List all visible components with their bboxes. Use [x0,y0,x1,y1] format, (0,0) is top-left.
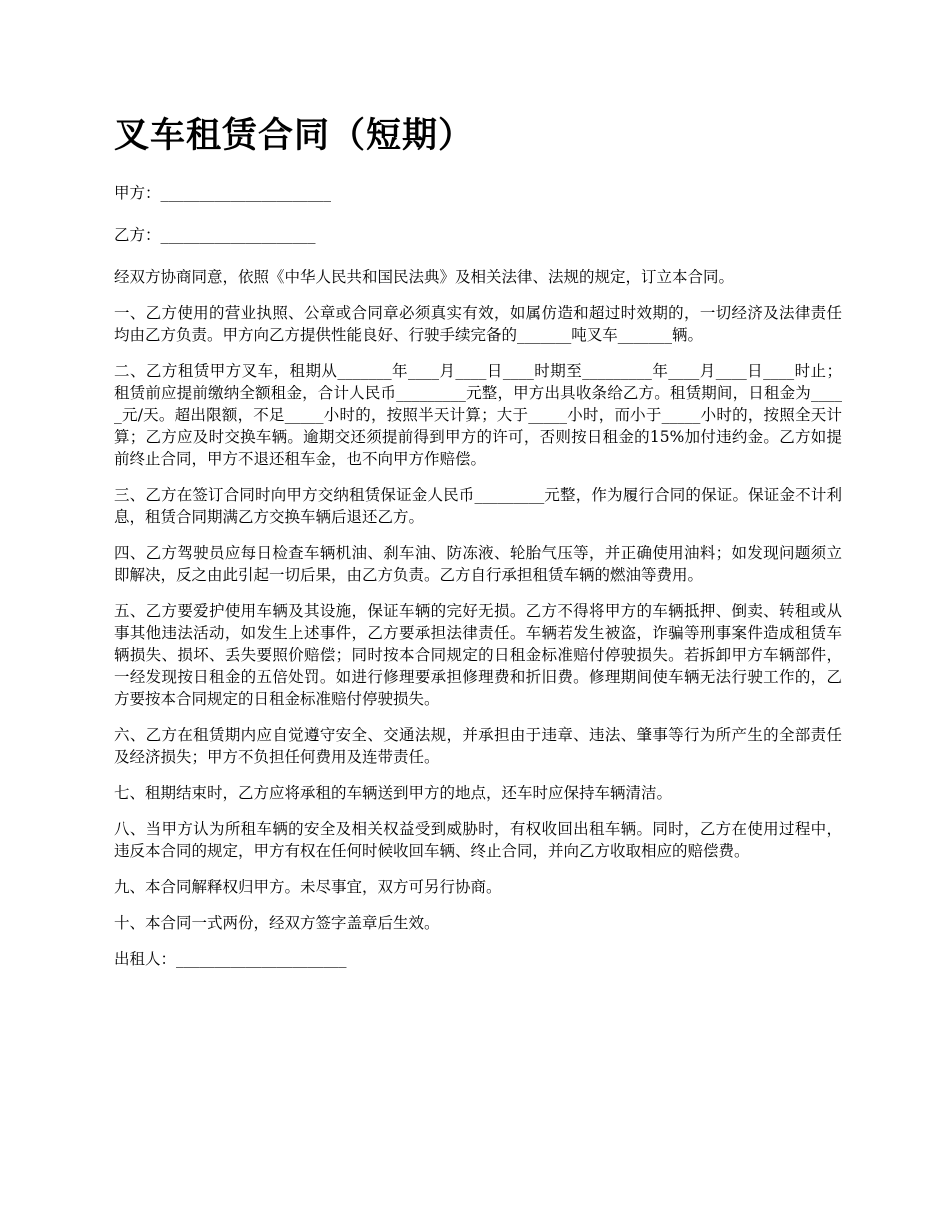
party-a-field: 甲方：______________________ [114,184,332,202]
intro-paragraph: 经双方协商同意，依照《中华人民共和国民法典》及相关法律、法规的规定，订立本合同。 [114,268,735,286]
document-title: 叉车租赁合同（短期） [114,115,475,156]
clause-6: 六、乙方在租赁期内应自觉遵守安全、交通法规，并承担由于违章、违法、肇事等行为所产生的全部责任及经济损失；甲方不负担任何费用及连带责任。 [114,726,842,766]
lessor-signature-field: 出租人：______________________ [114,950,347,968]
clause-1: 一、乙方使用的营业执照、公章或合同章必须真实有效，如属仿造和超过时效期的，一切经济及法律责任均由乙方负责。甲方向乙方提供性能良好、行驶手续完备的_______吨叉车_______辆。 [114,304,842,344]
clause-2: 二、乙方租赁甲方叉车，租期从_______年____月____日____时期至_________年____月____日____时止；租赁前应提前缴纳全额租金，合计人民币_________元整，甲方出具收条给乙方。租赁期间，日租金为_____元/天。超出限额，不足_____小时的，按照半天计算；大于_____小时，而小于_____小时的，按照全天计算；乙方应及时交换车辆。逾期交还须提前得到甲方的许可，否则按日租金的15%加付违约金。乙方如提前终止合同，甲方不退还租车金，也不向甲方作赔偿。 [114,362,842,468]
clause-3: 三、乙方在签订合同时向甲方交纳租赁保证金人民币_________元整，作为履行合同的保证。保证金不计利息，租赁合同期满乙方交换车辆后退还乙方。 [114,486,842,526]
clause-8: 八、当甲方认为所租车辆的安全及相关权益受到威胁时，有权收回出租车辆。同时，乙方在使用过程中，违反本合同的规定，甲方有权在任何时候收回车辆、终止合同，并向乙方收取相应的赔偿费。 [114,820,842,860]
clause-9: 九、本合同解释权归甲方。未尽事宜，双方可另行协商。 [114,878,502,896]
party-b-field: 乙方：____________________ [114,226,316,244]
contract-page [114,112,842,984]
clause-5: 五、乙方要爱护使用车辆及其设施，保证车辆的完好无损。乙方不得将甲方的车辆抵押、倒卖、转租或从事其他违法活动，如发生上述事件，乙方要承担法律责任。车辆若发生被盗，诈骗等刑事案件造成租赁车辆损失、损坏、丢失要照价赔偿；同时按本合同规定的日租金标准赔付停驶损失。若拆卸甲方车辆部件，一经发现按日租金的五倍处罚。如进行修理要承担修理费和折旧费。修理期间使车辆无法行驶工作的，乙方要按本合同规定的日租金标准赔付停驶损失。 [114,602,842,708]
clause-7: 七、租期结束时，乙方应将承租的车辆送到甲方的地点，还车时应保持车辆清洁。 [114,784,673,802]
clause-4: 四、乙方驾驶员应每日检查车辆机油、刹车油、防冻液、轮胎气压等，并正确使用油料；如发现问题须立即解决，反之由此引起一切后果，由乙方负责。乙方自行承担租赁车辆的燃油等费用。 [114,544,842,584]
clause-10: 十、本合同一式两份，经双方签字盖章后生效。 [114,914,440,932]
